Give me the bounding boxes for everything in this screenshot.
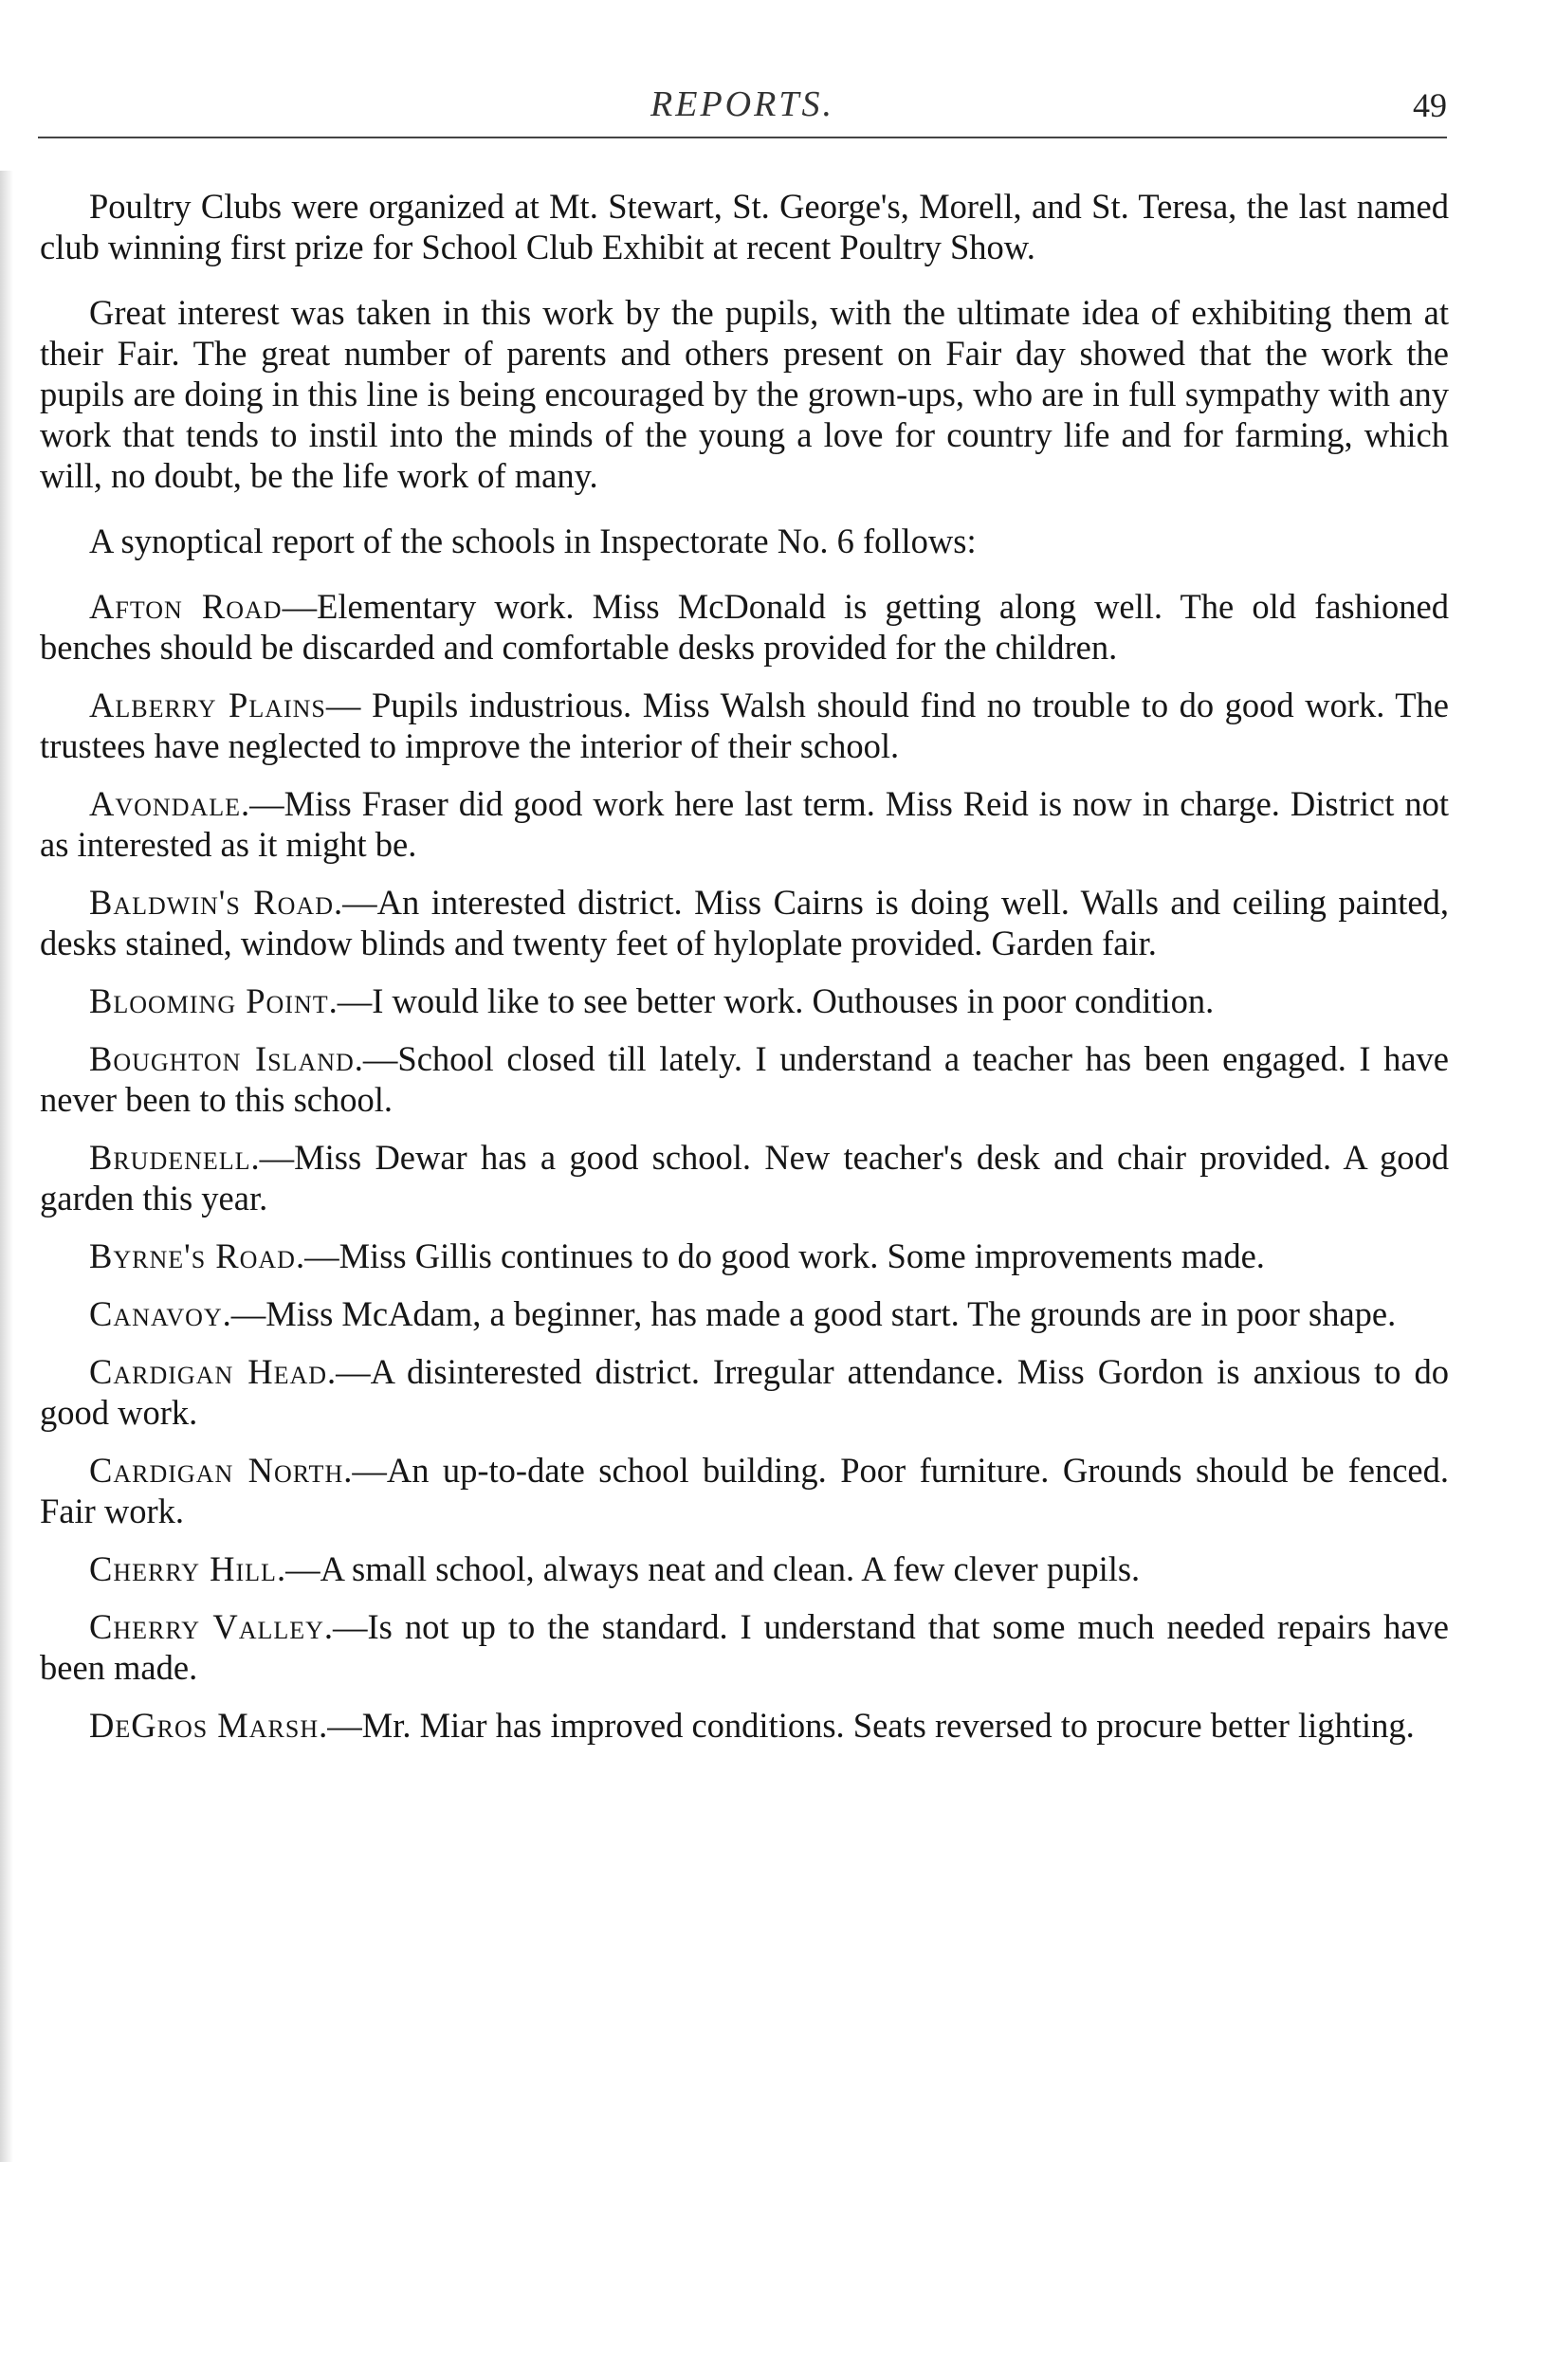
school-entry-baldwins-road [40, 882, 1449, 963]
school-report: .—An interested district. Miss Cairns is doing well. Walls and ceiling painted, desks stained, window blinds and twenty feet of hyloplate provided. Garden fair. [40, 883, 1449, 962]
school-entry-cherry-hill [40, 1548, 1449, 1589]
school-report: .—A small school, always neat and clean. A few clever pupils. [276, 1549, 1141, 1588]
paragraph-synoptical-intro: A synoptical report of the schools in Inspectorate No. 6 follows: [89, 522, 977, 560]
school-report: .—A disinterested district. Irregular attendance. Miss Gordon is anxious to do good work. [40, 1352, 1449, 1432]
school-name: Cardigan Head [89, 1352, 328, 1391]
page-number: 49 [1413, 86, 1447, 124]
school-name: Afton Road [89, 587, 283, 626]
school-entry-avondale [40, 783, 1449, 865]
school-name: Brudenell [89, 1138, 251, 1177]
school-entry-afton-road [40, 586, 1449, 668]
school-name: Baldwin's Road [89, 883, 334, 922]
school-name: Cherry Valley [89, 1607, 324, 1646]
school-entry-brudenell [40, 1137, 1449, 1218]
school-report: —Elementary work. Miss McDonald is getting along well. The old fashioned benches should be discarded and comfortable desks provided for the children. [40, 587, 1449, 667]
paragraph-great-interest: Great interest was taken in this work by the pupils, with the ultimate idea of exhibiting them at their Fair. The great number of parents and others present on Fair day showed that the work the pupils are doing in this line is being encouraged by the grown-ups, who are in full sympathy with any work that tends to instil into the minds of the young a love for country life and for farming, which will, no doubt, be the life work of many. [40, 293, 1449, 495]
school-report: .—I would like to see better work. Outhouses in poor condition. [328, 981, 1215, 1020]
school-report: .—Mr. Miar has improved conditions. Seats reversed to procure better lighting. [319, 1706, 1415, 1745]
school-name: Canavoy [89, 1294, 223, 1333]
school-entry-cardigan-head [40, 1351, 1449, 1433]
school-report: .—School closed till lately. I understand a teacher has been engaged. I have never been to this school. [40, 1039, 1449, 1119]
header-rule [38, 137, 1447, 138]
page-body [40, 186, 1449, 1763]
school-report: .—Miss Fraser did good work here last term. Miss Reid is now in charge. District not as interested as it might be. [40, 784, 1449, 864]
school-report: — Pupils industrious. Miss Walsh should find no trouble to do good work. The trustees have neglected to improve the interior of their school. [40, 686, 1450, 765]
school-entry-cherry-valley [40, 1606, 1449, 1688]
binding-shadow [0, 171, 13, 2162]
school-entry-byrnes-road [40, 1236, 1449, 1276]
school-name: Blooming Point [89, 981, 329, 1020]
school-name: Boughton Island [89, 1039, 355, 1078]
school-name: Cardigan North [89, 1451, 344, 1490]
school-name: Avondale [89, 784, 242, 823]
running-title: REPORTS. [650, 84, 834, 124]
school-entry-alberry-plains [40, 685, 1449, 766]
school-entry-canavoy [40, 1293, 1449, 1334]
school-entry-degros-marsh [40, 1705, 1449, 1746]
school-name: Byrne's Road [89, 1236, 296, 1275]
school-entry-blooming-point [40, 980, 1449, 1021]
school-name: Alberry Plains [89, 686, 326, 724]
school-report: .—An up-to-date school building. Poor furniture. Grounds should be fenced. Fair work. [40, 1451, 1449, 1530]
school-entry-cardigan-north [40, 1450, 1449, 1531]
school-name: DeGros Marsh [89, 1706, 320, 1745]
school-name: Cherry Hill [89, 1549, 277, 1588]
school-report: .—Miss Dewar has a good school. New teacher's desk and chair provided. A good garden this year. [40, 1138, 1449, 1217]
school-report: .—Miss McAdam, a beginner, has made a good start. The grounds are in poor shape. [222, 1294, 1397, 1333]
school-report: .—Miss Gillis continues to do good work. Some improvements made. [295, 1236, 1265, 1275]
page-header [38, 83, 1447, 150]
paragraph-poultry-clubs: Poultry Clubs were organized at Mt. Stewart, St. George's, Morell, and St. Teresa, the last named club winning first prize for School Club Exhibit at recent Poultry Show. [40, 187, 1449, 266]
school-report: .—Is not up to the standard. I understand that some much needed repairs have been made. [40, 1607, 1449, 1687]
school-entry-boughton-island [40, 1038, 1449, 1120]
